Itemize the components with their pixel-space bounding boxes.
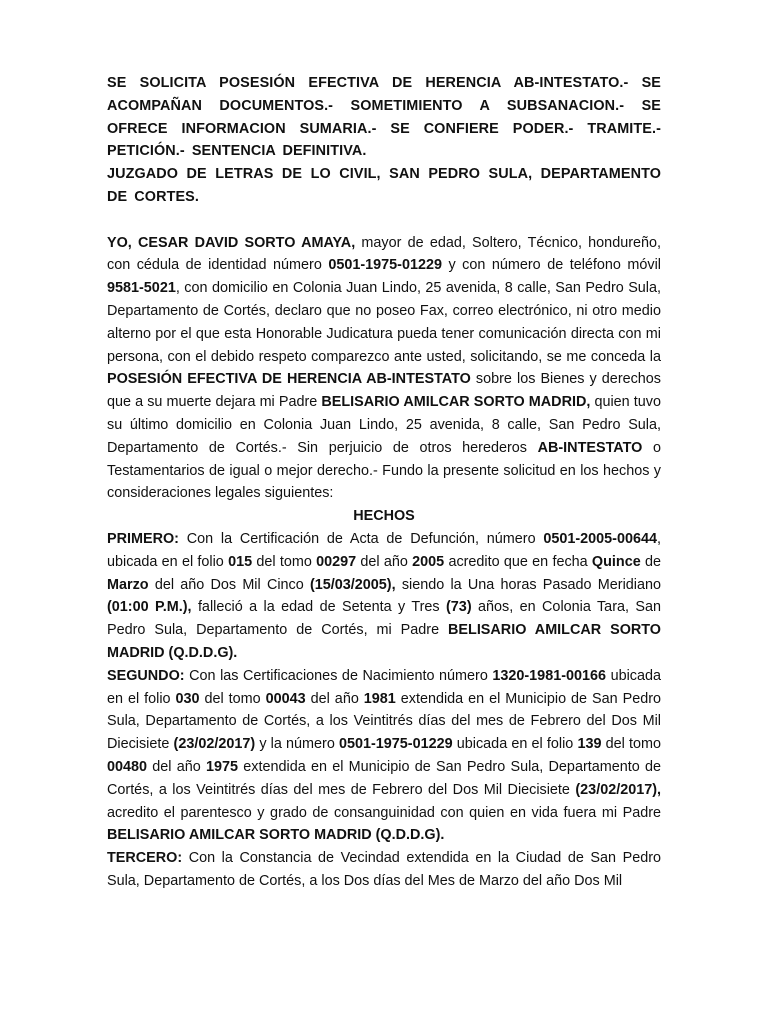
court-heading: JUZGADO DE LETRAS DE LO CIVIL, SAN PEDRO SULA, DEPARTAMENTO DE CORTES. bbox=[107, 166, 661, 205]
intro-paragraph: YO, CESAR DAVID SORTO AMAYA, mayor de edad, Soltero, Técnico, hondureño, con cédula de identidad número 0501-1975-01229 y con número de teléfono móvil 9581-5021, con domicilio en Colonia Juan Lindo, 25 avenida, 8 calle, San Pedro Sula, Departamento de Cortés, declaro que no poseo Fax, correo electrónico, ni otro medio alterno por el que esta Honorable Judicatura pueda tener comunicación directa con mi persona, con el debido respeto comparezco ante usted, solicitando, se me conceda la POSESIÓN EFECTIVA DE HERENCIA AB-INTESTATO sobre los Bienes y derechos que a su muerte dejara mi Padre BELISARIO AMILCAR SORTO MADRID, quien tuvo su último domicilio en Colonia Juan Lindo, 25 avenida, 8 calle, San Pedro Sula, Departamento de Cortés.- Sin perjuicio de otros herederos AB-INTESTATO o Testamentarios de igual o mejor derecho.- Fundo la presente solicitud en los hechos y consideraciones legales siguientes: bbox=[107, 234, 662, 502]
segundo-paragraph: SEGUNDO: Con las Certificaciones de Nacimiento número 1320-1981-00166 ubicada en el folio 030 del tomo 00043 del año 1981 extendida en el Municipio de San Pedro Sula, Departamento de Cortés, a los Veintitrés días del mes de Febrero del Dos Mil Diecisiete (23/02/2017) y la número 0501-1975-01229 ubicada en el folio 139 del tomo 00480 del año 1975 extendida en el Municipio de San Pedro Sula, Departamento de Cortés, a los Veintitrés días del mes de Febrero del Dos Mil Diecisiete (23/02/2017), acredito el parentesco y grado de consanguinidad con quien en vida fuera mi Padre BELISARIO AMILCAR SORTO MADRID (Q.D.D.G). bbox=[107, 667, 661, 844]
tercero-paragraph: TERCERO: Con la Constancia de Vecindad extendida en la Ciudad de San Pedro Sula, Departamento de Cortés, a los Dos días del Mes de Marzo del año Dos Mil bbox=[107, 850, 661, 889]
document-title: SE SOLICITA POSESIÓN EFECTIVA DE HERENCIA AB-INTESTATO.- SE ACOMPAÑAN DOCUMENTOS.- SOMETIMIENTO A SUBSANACION.- SE OFRECE INFORMACION SUMARIA.- SE CONFIERE PODER.- TRAMITE.- PETICIÓN.- SENTENCIA DEFINITIVA. bbox=[107, 75, 661, 160]
primero-paragraph: PRIMERO: Con la Certificación de Acta de Defunción, número 0501-2005-00644, ubicada en el folio 015 del tomo 00297 del año 2005 acredito que en fecha Quince de Marzo del año Dos Mil Cinco (15/03/2005), siendo la Una horas Pasado Meridiano (01:00 P.M.), falleció a la edad de Setenta y Tres (73) años, en Colonia Tara, San Pedro Sula, Departamento de Cortés, mi Padre BELISARIO AMILCAR SORTO MADRID (Q.D.D.G). bbox=[107, 530, 662, 661]
hechos-heading: HECHOS bbox=[353, 508, 415, 525]
spacer bbox=[107, 209, 661, 232]
